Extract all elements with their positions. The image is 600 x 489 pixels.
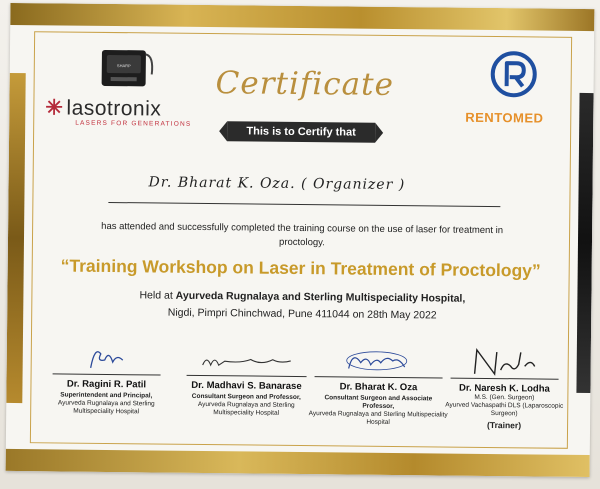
signatory-name: Dr. Madhavi S. Banarase [191,379,302,393]
venue-address: Nigdi, Pimpri Chinchwad, Pune 411044 on 28th May 2022 [167,306,437,322]
signatory-2 [180,341,313,418]
signature-1 [47,339,167,374]
gold-border-top [10,3,594,31]
lasotronix-star-icon: ✳ [45,96,64,120]
signatory-affiliation: Ayurveda Rugnalaya and Sterling Multispeciality Hospital [57,399,155,416]
signature-3 [309,342,449,377]
signatory-qualification: M.S. (Gen. Surgeon) [474,393,535,402]
certificate-sheet [6,3,595,477]
rentomed-wordmark: RENTOMED [465,109,544,126]
signatory-role: Consultant Surgeon and Professor, [191,392,301,402]
lasotronix-tagline: LASERS FOR GENERATIONS [75,119,192,128]
workshop-title: “Training Workshop on Laser in Treatment of Proctology” [60,255,541,281]
signatory-role: Superintendent and Principal, [60,391,153,400]
signatory-name: Dr. Bharat K. Oza [339,381,418,394]
svg-text:SHARP: SHARP [116,63,131,69]
lasotronix-logo [45,43,196,135]
signature-2 [181,341,313,376]
recipient-name: Dr. Bharat K. Oza. ( Organizer ) [148,174,406,194]
signatory-role: Consultant Surgeon and Associate Professor, [324,394,433,410]
certify-banner: This is to Certify that [227,121,375,143]
venue-name: Ayurveda Rugnalaya and Sterling Multispeciality Hospital, [175,289,466,305]
gold-border-left [6,73,25,403]
signatory-affiliation: Ayurveda Rugnalaya and Sterling Multispeciality Hospital [197,400,295,417]
signatory-4 [444,344,565,431]
rentomed-logo [463,50,564,133]
signatory-name: Dr. Ragini R. Patil [66,378,147,391]
signature-4 [445,344,565,379]
held-prefix: Held at [139,289,173,302]
rentomed-r-icon [489,50,538,99]
laser-device-icon [98,44,156,91]
signatory-3 [308,342,449,427]
completion-statement: has attended and successfully completed the training course on the use of laser for treatment in proctology. [101,220,504,249]
signatory-1 [46,339,167,416]
lasotronix-text: lasotronix [66,96,162,121]
signatory-name: Dr. Naresh K. Lodha [458,382,550,395]
signatory-affiliation: Ayurveda Rugnalaya and Sterling Multispeciality Hospital [308,410,448,426]
trainer-label: (Trainer) [487,419,522,431]
certificate-title: Certificate [215,65,395,103]
signatory-affiliation: Ayurved Vachaspathi DLS (Laparoscopic Surgeon) [445,401,564,418]
lasotronix-wordmark [45,95,161,121]
